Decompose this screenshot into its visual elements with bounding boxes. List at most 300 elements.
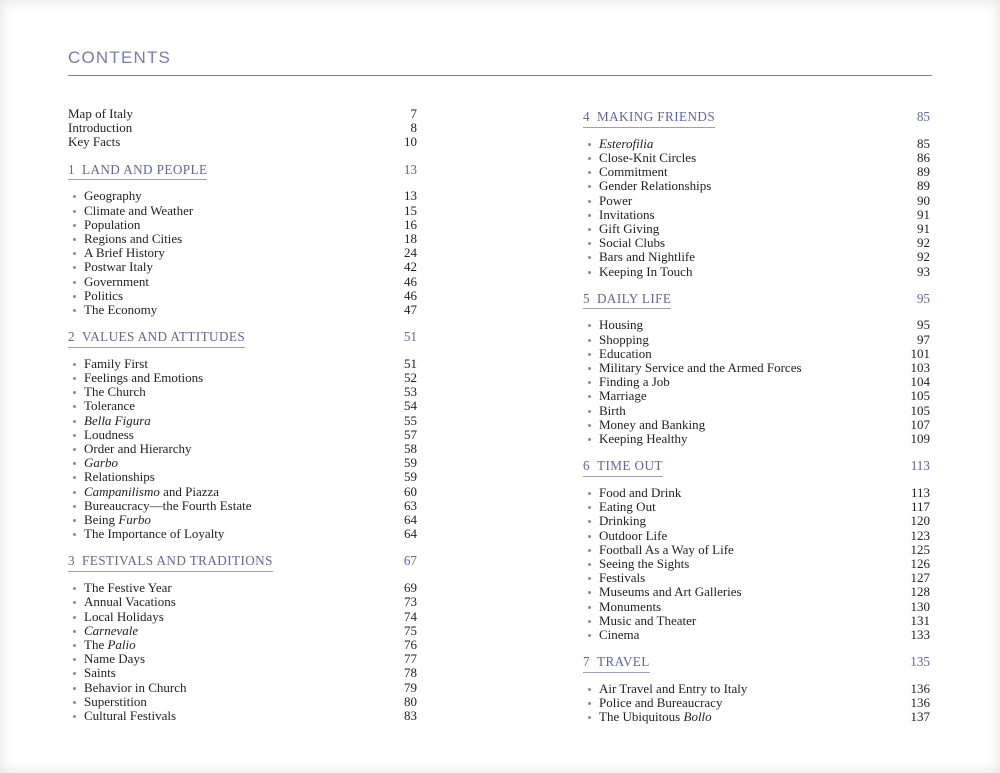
entry-page-number: 64	[404, 526, 417, 542]
entry-title	[599, 404, 626, 418]
section-title: TIME OUT	[597, 458, 663, 474]
entry-title	[84, 470, 155, 484]
entry-page-number: 125	[910, 541, 930, 557]
section-heading	[583, 655, 930, 673]
section-page-number: 13	[403, 161, 417, 177]
entry-page-number: 10	[404, 134, 417, 150]
toc-section	[583, 292, 930, 447]
entry-page-number: 47	[404, 301, 417, 317]
entry-title	[599, 179, 711, 193]
toc-entry	[583, 361, 930, 375]
section-title: VALUES AND ATTITUDES	[82, 329, 246, 345]
entry-title-text: Bureaucracy—the Fourth Estate	[84, 497, 252, 513]
toc-entry	[583, 389, 930, 403]
toc-entry	[68, 527, 417, 541]
entry-page-number: 18	[404, 230, 417, 246]
section-page-number: 67	[403, 553, 417, 569]
entry-title	[599, 137, 653, 151]
entry-title	[84, 485, 219, 499]
entry-page-number: 51	[404, 355, 417, 371]
entry-title-text: Tolerance	[84, 398, 136, 414]
entry-title-italic: Carnevale	[84, 622, 139, 638]
front-matter-entry	[68, 107, 417, 121]
entry-page-number: 74	[404, 608, 417, 624]
entry-title-text: Superstition	[84, 693, 147, 709]
entry-title-text: Government	[84, 273, 149, 289]
entry-page-number: 136	[910, 695, 930, 711]
entry-title	[599, 151, 696, 165]
toc-entry	[583, 208, 930, 222]
entry-title	[599, 208, 655, 222]
entry-title-text: Gender Relationships	[599, 178, 712, 194]
toc-section	[68, 163, 417, 318]
entry-title-text: Shopping	[599, 331, 649, 347]
entry-title-text: The Festive Year	[84, 580, 172, 596]
entry-title	[84, 581, 172, 595]
entry-title	[68, 135, 120, 149]
entry-page-number: 109	[910, 431, 930, 447]
entry-page-number: 93	[917, 263, 930, 279]
entry-page-number: 123	[910, 527, 930, 543]
entry-title-text: The Economy	[84, 301, 158, 317]
entry-title-text: Climate and Weather	[84, 202, 194, 218]
entry-title	[84, 652, 145, 666]
toc-entry	[583, 514, 930, 528]
toc-entry	[583, 194, 930, 208]
entry-title-text: Local Holidays	[84, 608, 164, 624]
entry-title	[84, 303, 157, 317]
entry-page-number: 80	[404, 693, 417, 709]
entry-title	[599, 250, 695, 264]
toc-entry	[68, 666, 417, 680]
entry-page-number: 91	[917, 220, 930, 236]
entry-page-number: 53	[404, 384, 417, 400]
entry-page-number: 103	[910, 360, 930, 376]
entry-title	[84, 260, 153, 274]
entry-title-text: A Brief History	[84, 245, 165, 261]
entry-title	[599, 375, 670, 389]
section-heading	[68, 554, 417, 572]
toc-entry	[583, 333, 930, 347]
section-heading-text	[68, 163, 207, 181]
entry-page-number: 42	[404, 259, 417, 275]
entry-page-number: 105	[910, 388, 930, 404]
entry-page-number: 126	[910, 555, 930, 571]
section-heading-text	[583, 292, 671, 310]
entry-title-text: Money and Banking	[599, 416, 706, 432]
entry-title-text: Invitations	[599, 206, 655, 222]
entry-title-text: Family First	[84, 355, 148, 371]
entry-title-text: Cultural Festivals	[84, 708, 177, 724]
entry-page-number: 75	[404, 622, 417, 638]
section-title: DAILY LIFE	[597, 290, 672, 306]
toc-entry	[68, 638, 417, 652]
entry-title-text: Population	[84, 216, 141, 232]
entry-title	[84, 232, 182, 246]
entry-title	[599, 318, 643, 332]
section-page-number: 95	[916, 290, 930, 306]
entry-title-text: Postwar Italy	[84, 259, 153, 275]
entry-title-text: Festivals	[599, 570, 646, 586]
entry-title	[84, 527, 224, 541]
toc-entry	[583, 347, 930, 361]
entry-title	[68, 121, 132, 135]
entry-title	[599, 418, 705, 432]
entry-title	[599, 696, 722, 710]
toc-entry	[68, 371, 417, 385]
entry-title-italic: Esterofilia	[599, 135, 654, 151]
entry-page-number: 91	[917, 206, 930, 222]
entry-title-text: Geography	[84, 188, 142, 204]
entry-title-text: Keeping Healthy	[599, 431, 688, 447]
entry-page-number: 73	[404, 594, 417, 610]
entry-page-number: 15	[404, 202, 417, 218]
entry-title	[84, 385, 146, 399]
section-heading-text	[583, 459, 663, 477]
toc-entry	[583, 250, 930, 264]
toc-entry	[68, 232, 417, 246]
entry-page-number: 127	[910, 570, 930, 586]
entry-title-text: Social Clubs	[599, 235, 666, 251]
entry-page-number: 79	[404, 679, 417, 695]
section-number: 6	[583, 458, 590, 474]
entry-page-number: 55	[404, 412, 417, 428]
entry-title	[84, 218, 140, 232]
toc-entry	[583, 222, 930, 236]
toc-column-right	[583, 110, 930, 725]
entry-title-text: Feelings and Emotions	[84, 370, 204, 386]
entry-page-number: 83	[404, 708, 417, 724]
section-number: 7	[583, 654, 590, 670]
entry-page-number: 54	[404, 398, 417, 414]
toc-entry	[68, 357, 417, 371]
entry-title-italic: Campanilismo	[84, 483, 160, 499]
entry-title-text: Name Days	[84, 651, 146, 667]
entry-title	[84, 189, 142, 203]
entry-title	[84, 638, 136, 652]
entry-page-number: 64	[404, 512, 417, 528]
section-heading	[583, 110, 930, 128]
entry-title-text: Air Travel and Entry to Italy	[599, 680, 748, 696]
entry-title-text: The Ubiquitous	[599, 709, 684, 725]
toc-entry	[68, 499, 417, 513]
entry-title-text: Key Facts	[68, 134, 121, 150]
entry-title-text: Seeing the Sights	[599, 555, 690, 571]
entry-page-number: 46	[404, 287, 417, 303]
entry-title	[599, 557, 689, 571]
entry-title-text: Birth	[599, 402, 626, 418]
toc-entry	[583, 236, 930, 250]
section-page-number: 113	[910, 458, 930, 474]
section-heading	[68, 330, 417, 348]
entry-title-italic: Bollo	[683, 709, 712, 725]
section-page-number: 85	[916, 109, 930, 124]
entry-page-number: 16	[404, 216, 417, 232]
entry-title-text: Education	[599, 345, 652, 361]
entry-page-number: 107	[910, 416, 930, 432]
toc-entry	[583, 571, 930, 585]
entry-title	[599, 333, 649, 347]
entry-page-number: 76	[404, 637, 417, 652]
entry-title-text: Close-Knit Circles	[599, 149, 697, 165]
entry-title	[599, 432, 687, 446]
entry-title	[599, 571, 645, 585]
toc-entry	[583, 543, 930, 557]
entry-page-number: 8	[410, 120, 417, 136]
toc-entry	[68, 595, 417, 609]
entry-page-number: 60	[404, 483, 417, 499]
section-page-number: 135	[910, 654, 930, 670]
section-number: 3	[68, 553, 75, 569]
entry-page-number: 133	[910, 627, 930, 642]
toc-entry	[68, 485, 417, 499]
entry-title-text: The Church	[84, 384, 146, 400]
entry-title	[599, 529, 667, 543]
entry-title-italic: Garbo	[84, 455, 118, 471]
entry-page-number: 136	[910, 680, 930, 696]
section-title: LAND AND PEOPLE	[82, 161, 208, 177]
entry-title-text: Order and Hierarchy	[84, 441, 192, 457]
entry-title	[599, 628, 639, 642]
toc-entry	[583, 614, 930, 628]
entry-title	[84, 709, 176, 723]
entry-title	[84, 681, 187, 695]
toc-entry	[68, 513, 417, 527]
entry-title-text: Being	[84, 512, 119, 528]
entry-title-text: Bars and Nightlife	[599, 249, 696, 265]
entry-title	[84, 610, 164, 624]
entry-title-text: Eating Out	[599, 499, 656, 515]
section-number: 4	[583, 109, 590, 124]
toc-section	[68, 330, 417, 541]
entry-title-text: Monuments	[599, 598, 662, 614]
toc-entry	[583, 557, 930, 571]
entry-title	[599, 389, 647, 403]
toc-entry	[68, 428, 417, 442]
toc-entry	[583, 318, 930, 332]
entry-title-text: Outdoor Life	[599, 527, 668, 543]
entry-title	[599, 194, 632, 208]
entry-title	[599, 543, 734, 557]
entry-page-number: 77	[404, 651, 417, 667]
toc-entry	[68, 709, 417, 723]
entry-title	[599, 710, 712, 724]
entry-title	[599, 265, 692, 279]
section-heading-text	[583, 655, 650, 673]
entry-page-number: 120	[910, 513, 930, 529]
toc-entry	[583, 682, 930, 696]
entry-title	[84, 513, 151, 527]
toc-entry	[68, 303, 417, 317]
entry-title	[84, 695, 147, 709]
entry-title-text: Relationships	[84, 469, 155, 485]
entry-page-number: 130	[910, 598, 930, 614]
entry-title-text: Loudness	[84, 426, 134, 442]
section-title: FESTIVALS AND TRADITIONS	[82, 553, 273, 569]
entry-page-number: 7	[410, 106, 417, 121]
section-heading-text	[583, 110, 715, 128]
entry-title-text: Introduction	[68, 120, 133, 136]
entry-title-text: Saints	[84, 665, 116, 681]
entry-page-number: 101	[910, 345, 930, 361]
toc-section	[583, 655, 930, 724]
entry-title	[84, 204, 193, 218]
entry-title-text: Annual Vacations	[84, 594, 176, 610]
front-matter-entry	[68, 121, 417, 135]
entry-title-text: Food and Drink	[599, 484, 682, 500]
entry-title-text: Power	[599, 192, 633, 208]
section-heading-text	[68, 330, 245, 348]
entry-title-text: Police and Bureaucracy	[599, 695, 723, 711]
toc-entry	[68, 456, 417, 470]
toc-entry	[583, 486, 930, 500]
entry-page-number: 95	[917, 317, 930, 333]
toc-entry	[68, 218, 417, 232]
entry-page-number: 52	[404, 370, 417, 386]
section-heading	[583, 459, 930, 477]
toc-entry	[583, 585, 930, 599]
entry-title-text: Military Service and the Armed Forces	[599, 360, 802, 376]
toc-entry	[583, 151, 930, 165]
entry-title-text: Football As a Way of Life	[599, 541, 734, 557]
toc-entry	[583, 696, 930, 710]
entry-title-text: Music and Theater	[599, 612, 697, 628]
entry-page-number: 59	[404, 455, 417, 471]
toc-section	[68, 554, 417, 723]
entry-title	[599, 600, 661, 614]
section-number: 2	[68, 329, 75, 345]
entry-title	[599, 165, 668, 179]
entry-title-text: Housing	[599, 317, 644, 333]
entry-page-number: 63	[404, 497, 417, 513]
entry-page-number: 90	[917, 192, 930, 208]
entry-page-number: 89	[917, 178, 930, 194]
entry-page-number: 69	[404, 580, 417, 596]
toc-column-left	[68, 107, 417, 723]
entry-title	[599, 500, 656, 514]
entry-title-text: Finding a Job	[599, 374, 670, 390]
toc-entry	[583, 179, 930, 193]
toc-entry	[68, 275, 417, 289]
entry-title	[599, 361, 802, 375]
entry-title-text: and Piazza	[159, 483, 220, 499]
toc-entry	[68, 695, 417, 709]
section-title: MAKING FRIENDS	[597, 109, 716, 124]
toc-section	[583, 110, 930, 279]
entry-title	[84, 414, 151, 428]
entry-page-number: 46	[404, 273, 417, 289]
entry-page-number: 113	[910, 484, 930, 500]
section-page-number: 51	[403, 329, 417, 345]
toc-entry	[68, 246, 417, 260]
entry-title-text: Museums and Art Galleries	[599, 584, 742, 600]
toc-entry	[68, 624, 417, 638]
entry-page-number: 13	[404, 188, 417, 204]
entry-title	[599, 585, 742, 599]
entry-title	[599, 486, 681, 500]
toc-entry	[583, 529, 930, 543]
entry-title-text: The Importance of Loyalty	[84, 526, 225, 542]
entry-title-text: Regions and Cities	[84, 230, 183, 246]
entry-page-number: 58	[404, 441, 417, 457]
toc-entry	[583, 710, 930, 724]
entry-title	[599, 347, 652, 361]
section-number: 1	[68, 161, 75, 177]
entry-title-italic: Furbo	[118, 512, 151, 528]
front-matter-entry	[68, 135, 417, 149]
entry-title-italic: Palio	[107, 637, 136, 652]
toc-entry	[68, 204, 417, 218]
entry-title	[84, 371, 203, 385]
toc-entry	[583, 375, 930, 389]
entry-title	[84, 289, 123, 303]
entry-title-text: Behavior in Church	[84, 679, 187, 695]
entry-title	[84, 595, 176, 609]
entry-title	[84, 246, 165, 260]
toc-entry	[68, 681, 417, 695]
entry-title	[84, 456, 118, 470]
entry-page-number: 131	[910, 612, 930, 628]
entry-title-italic: Bella Figura	[84, 412, 151, 428]
toc-entry	[68, 189, 417, 203]
entry-title	[68, 107, 133, 121]
toc-entry	[68, 289, 417, 303]
entry-title	[84, 428, 134, 442]
entry-title	[84, 499, 252, 513]
entry-title	[84, 666, 116, 680]
entry-page-number: 85	[917, 135, 930, 151]
entry-title	[84, 275, 149, 289]
toc-entry	[68, 442, 417, 456]
entry-page-number: 59	[404, 469, 417, 485]
toc-entry	[68, 260, 417, 274]
entry-title	[599, 682, 747, 696]
toc-entry	[68, 652, 417, 666]
toc-entry	[68, 385, 417, 399]
toc-entry	[68, 581, 417, 595]
entry-page-number: 105	[910, 402, 930, 418]
toc-section	[583, 459, 930, 642]
toc-entry	[583, 628, 930, 642]
toc-entry	[583, 432, 930, 446]
toc-entry	[583, 265, 930, 279]
entry-title-text: Cinema	[599, 627, 640, 642]
entry-title	[84, 357, 148, 371]
entry-page-number: 104	[910, 374, 930, 390]
entry-page-number: 24	[404, 245, 417, 261]
toc-entry	[583, 500, 930, 514]
entry-title-text: Politics	[84, 287, 124, 303]
section-number: 5	[583, 290, 590, 306]
entry-title	[599, 236, 665, 250]
section-heading-text	[68, 554, 273, 572]
toc-entry	[68, 610, 417, 624]
section-heading	[68, 163, 417, 181]
entry-title-text: Drinking	[599, 513, 646, 529]
entry-page-number: 97	[917, 331, 930, 347]
entry-page-number: 137	[910, 709, 930, 725]
entry-title-text: Commitment	[599, 164, 668, 180]
toc-entry	[583, 165, 930, 179]
toc-entry	[68, 414, 417, 428]
entry-page-number: 89	[917, 164, 930, 180]
entry-title-text: Marriage	[599, 388, 647, 404]
entry-title	[599, 614, 696, 628]
entry-title-text: Map of Italy	[68, 106, 133, 121]
section-heading	[583, 292, 930, 310]
entry-page-number: 86	[917, 149, 930, 165]
entry-page-number: 57	[404, 426, 417, 442]
